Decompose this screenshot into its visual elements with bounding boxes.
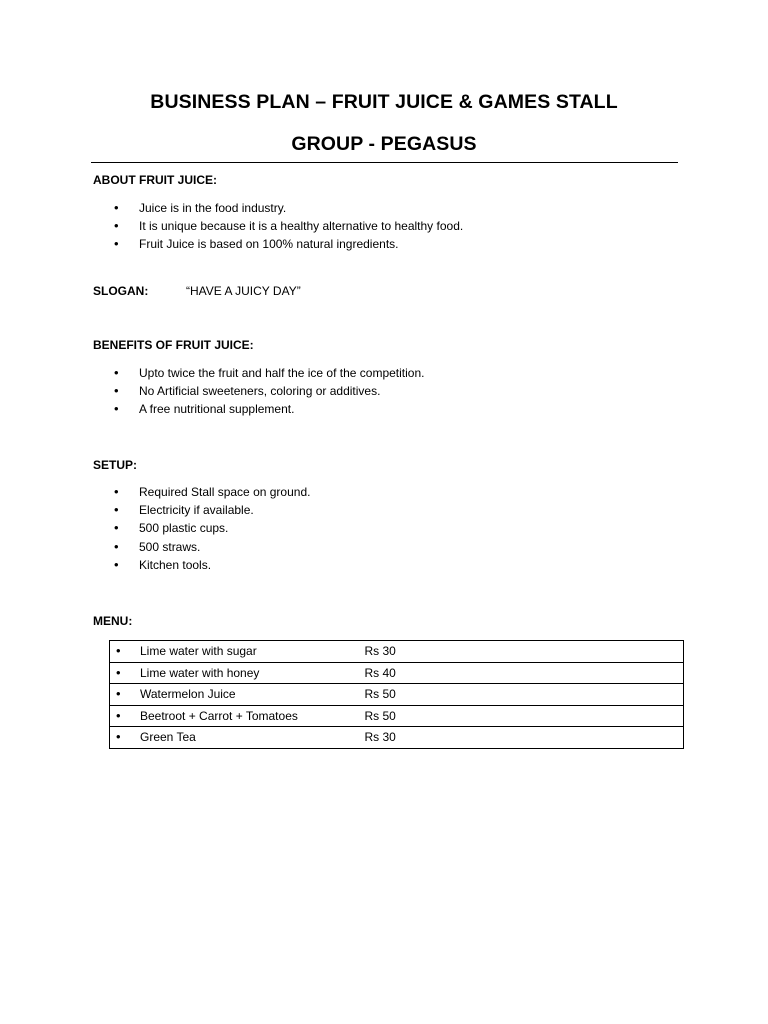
menu-item-price: Rs 50 (364, 708, 396, 723)
slogan-label: SLOGAN: (93, 284, 149, 298)
list-item: • Juice is in the food industry. (113, 199, 463, 217)
menu-item-price: Rs 50 (364, 687, 396, 702)
title-divider (91, 162, 678, 163)
menu-item-price: Rs 30 (364, 730, 396, 745)
document-title: BUSINESS PLAN – FRUIT JUICE & GAMES STALL (150, 91, 618, 113)
table-row (110, 727, 684, 749)
list-item: • Required Stall space on ground. (113, 483, 310, 501)
list-item: • Electricity if available. (113, 501, 310, 519)
menu-table (109, 640, 684, 749)
benefits-list (113, 364, 425, 419)
menu-item-name: • Beetroot + Carrot + Tomatoes (110, 705, 372, 727)
menu-item-price: Rs 40 (364, 665, 396, 680)
document-subtitle: GROUP - PEGASUS (291, 133, 477, 155)
slogan-text: “HAVE A JUICY DAY” (186, 284, 301, 298)
table-row (110, 705, 684, 727)
list-item: • Upto twice the fruit and half the ice of the competition. (113, 364, 425, 382)
list-item: • Kitchen tools. (113, 556, 310, 574)
setup-heading: SETUP: (93, 458, 138, 472)
menu-heading: MENU: (93, 614, 133, 628)
list-item: • No Artificial sweeteners, coloring or additives. (113, 382, 425, 400)
list-item: • A free nutritional supplement. (113, 400, 425, 418)
menu-item-name: • Watermelon Juice (110, 684, 372, 706)
setup-list (113, 483, 310, 574)
menu-item-name: • Lime water with honey (110, 662, 372, 684)
about-heading: ABOUT FRUIT JUICE: (93, 173, 217, 187)
about-list (113, 199, 463, 254)
list-item: • Fruit Juice is based on 100% natural ingredients. (113, 235, 463, 253)
list-item: • It is unique because it is a healthy alternative to healthy food. (113, 217, 463, 235)
menu-item-name: • Green Tea (110, 727, 372, 749)
table-row (110, 641, 684, 663)
list-item: • 500 straws. (113, 538, 310, 556)
table-row (110, 684, 684, 706)
list-item: • 500 plastic cups. (113, 519, 310, 537)
menu-item-name: • Lime water with sugar (110, 641, 372, 663)
menu-item-price: Rs 30 (364, 644, 396, 659)
benefits-heading: BENEFITS OF FRUIT JUICE: (93, 338, 254, 352)
table-row (110, 662, 684, 684)
